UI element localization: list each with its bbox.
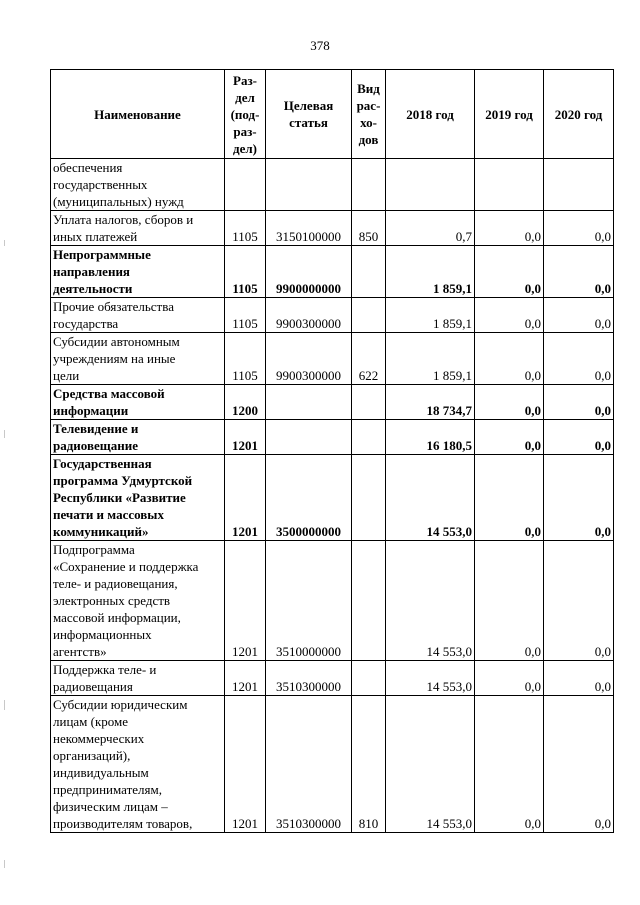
cell-section: 1201 [225, 420, 266, 455]
cell-name-line: физическим лицам – [53, 799, 168, 814]
cell-name-line: Субсидии юридическим [53, 697, 188, 712]
cell-2020: 0,0 [544, 298, 614, 333]
cell-article: 3510000000 [266, 541, 352, 661]
cell-name-line: информации [53, 403, 129, 418]
table-row [51, 696, 614, 833]
cell-expense-type: 850 [352, 211, 386, 246]
cell-2019 [475, 159, 544, 211]
cell-2020: 0,0 [544, 541, 614, 661]
header-2019: 2019 год [475, 70, 544, 159]
cell-2018: 0,7 [386, 211, 475, 246]
cell-name-line: организаций), [53, 748, 131, 763]
cell-expense-type [352, 298, 386, 333]
cell-name-line: Непрограммные [53, 247, 151, 262]
cell-2018: 14 553,0 [386, 455, 475, 541]
cell-name-line: некоммерческих [53, 731, 145, 746]
cell-name-line: Республики «Развитие [53, 490, 186, 505]
cell-name [51, 246, 225, 298]
table-row [51, 385, 614, 420]
scan-edge-mark [4, 240, 5, 246]
table-row [51, 333, 614, 385]
header-2018: 2018 год [386, 70, 475, 159]
cell-name-line: информационных [53, 627, 152, 642]
header-section-line: Раз- [233, 72, 257, 88]
cell-name [51, 333, 225, 385]
cell-2018: 1 859,1 [386, 333, 475, 385]
cell-name-line: Государственная [53, 456, 152, 471]
header-section [225, 70, 266, 159]
cell-2019: 0,0 [475, 298, 544, 333]
cell-name-line: «Сохранение и поддержка [53, 559, 199, 574]
cell-name-line: (муниципальных) нужд [53, 194, 184, 209]
cell-name-line: учреждениям на иные [53, 351, 176, 366]
header-section-line: дел [235, 89, 255, 105]
header-expense-type-line: хо- [360, 115, 377, 130]
cell-name-line: электронных средств [53, 593, 171, 608]
cell-2019: 0,0 [475, 211, 544, 246]
cell-2018: 14 553,0 [386, 541, 475, 661]
cell-expense-type [352, 246, 386, 298]
scan-edge-mark [4, 430, 5, 438]
cell-2018: 14 553,0 [386, 696, 475, 833]
cell-name-line: печати и массовых [53, 507, 164, 522]
cell-2018 [386, 159, 475, 211]
header-expense-type-line: Вид [357, 81, 380, 96]
cell-name-line: массовой информации, [53, 610, 181, 625]
cell-article [266, 420, 352, 455]
table-row [51, 541, 614, 661]
cell-2019: 0,0 [475, 333, 544, 385]
header-section-line: дел) [233, 140, 257, 156]
cell-expense-type: 622 [352, 333, 386, 385]
cell-section: 1201 [225, 696, 266, 833]
header-expense-type-line: дов [358, 132, 379, 147]
cell-name-line: индивидуальным [53, 765, 149, 780]
cell-2020: 0,0 [544, 333, 614, 385]
header-section-line: раз- [233, 123, 257, 139]
cell-name-line: агентств» [53, 644, 107, 659]
cell-expense-type: 810 [352, 696, 386, 833]
header-expense-type [352, 70, 386, 159]
cell-name-line: радиовещания [53, 679, 133, 694]
cell-name [51, 420, 225, 455]
cell-2020: 0,0 [544, 385, 614, 420]
cell-2018: 1 859,1 [386, 298, 475, 333]
header-article-line: Целевая [283, 98, 334, 113]
cell-section: 1201 [225, 661, 266, 696]
scan-edge-mark [4, 700, 5, 710]
cell-2020: 0,0 [544, 246, 614, 298]
cell-name-line: коммуникаций» [53, 524, 149, 539]
cell-name-line: государственных [53, 177, 148, 192]
cell-section: 1105 [225, 333, 266, 385]
cell-2020: 0,0 [544, 420, 614, 455]
cell-section: 1105 [225, 246, 266, 298]
cell-2019: 0,0 [475, 541, 544, 661]
page-number: 378 [310, 38, 330, 53]
cell-section: 1201 [225, 455, 266, 541]
cell-article: 9900300000 [266, 333, 352, 385]
cell-name-line: Субсидии автономным [53, 334, 180, 349]
table-row [51, 420, 614, 455]
cell-2020: 0,0 [544, 661, 614, 696]
cell-name-line: Прочие обязательства [53, 299, 174, 314]
cell-section: 1201 [225, 541, 266, 661]
cell-2018: 14 553,0 [386, 661, 475, 696]
table-row [51, 159, 614, 211]
cell-expense-type [352, 385, 386, 420]
cell-name [51, 159, 225, 211]
cell-2018: 16 180,5 [386, 420, 475, 455]
cell-section [225, 159, 266, 211]
cell-2018: 1 859,1 [386, 246, 475, 298]
cell-name-line: Подпрограмма [53, 542, 135, 557]
cell-article: 3500000000 [266, 455, 352, 541]
scan-edge-mark [4, 860, 5, 868]
cell-section: 1105 [225, 298, 266, 333]
header-row [51, 70, 614, 159]
cell-name-line: иных платежей [53, 229, 138, 244]
cell-name-line: Средства массовой [53, 386, 165, 401]
cell-section: 1200 [225, 385, 266, 420]
cell-name [51, 298, 225, 333]
cell-name-line: Поддержка теле- и [53, 662, 157, 677]
table-row [51, 246, 614, 298]
cell-name [51, 385, 225, 420]
cell-2020: 0,0 [544, 455, 614, 541]
cell-expense-type [352, 541, 386, 661]
cell-2020: 0,0 [544, 211, 614, 246]
cell-name-line: деятельности [53, 281, 133, 296]
cell-expense-type [352, 420, 386, 455]
cell-2019: 0,0 [475, 246, 544, 298]
cell-name-line: радиовещание [53, 438, 138, 453]
cell-name-line: обеспечения [53, 160, 123, 175]
cell-2020: 0,0 [544, 696, 614, 833]
table-row [51, 455, 614, 541]
cell-expense-type [352, 661, 386, 696]
cell-expense-type [352, 455, 386, 541]
cell-article: 3510300000 [266, 696, 352, 833]
cell-name [51, 455, 225, 541]
header-section-line: (под- [230, 106, 260, 122]
cell-article: 3510300000 [266, 661, 352, 696]
cell-article [266, 159, 352, 211]
cell-name-line: предпринимателям, [53, 782, 162, 797]
cell-2019: 0,0 [475, 385, 544, 420]
cell-name-line: Уплата налогов, сборов и [53, 212, 194, 227]
header-article-line: статья [289, 115, 328, 130]
cell-name-line: государства [53, 316, 119, 331]
cell-name [51, 696, 225, 833]
cell-2020 [544, 159, 614, 211]
cell-name [51, 661, 225, 696]
cell-name-line: Телевидение и [53, 421, 139, 436]
table-row [51, 298, 614, 333]
cell-name-line: лицам (кроме [53, 714, 129, 729]
cell-section: 1105 [225, 211, 266, 246]
budget-table [50, 69, 614, 833]
cell-article [266, 385, 352, 420]
table-row [51, 661, 614, 696]
cell-2019: 0,0 [475, 696, 544, 833]
cell-name-line: теле- и радиовещания, [53, 576, 178, 591]
cell-expense-type [352, 159, 386, 211]
header-name: Наименование [51, 70, 225, 159]
table-body [51, 159, 614, 833]
cell-name [51, 541, 225, 661]
cell-name [51, 211, 225, 246]
header-article [266, 70, 352, 159]
cell-2019: 0,0 [475, 420, 544, 455]
header-expense-type-line: рас- [356, 98, 381, 113]
cell-2018: 18 734,7 [386, 385, 475, 420]
cell-article: 9900300000 [266, 298, 352, 333]
cell-name-line: программа Удмуртской [53, 473, 193, 488]
cell-article: 9900000000 [266, 246, 352, 298]
cell-2019: 0,0 [475, 455, 544, 541]
cell-name-line: цели [53, 368, 80, 383]
cell-name-line: производителям товаров, [53, 816, 193, 831]
table-row [51, 211, 614, 246]
cell-2019: 0,0 [475, 661, 544, 696]
header-2020: 2020 год [544, 70, 614, 159]
cell-article: 3150100000 [266, 211, 352, 246]
cell-name-line: направления [53, 264, 130, 279]
